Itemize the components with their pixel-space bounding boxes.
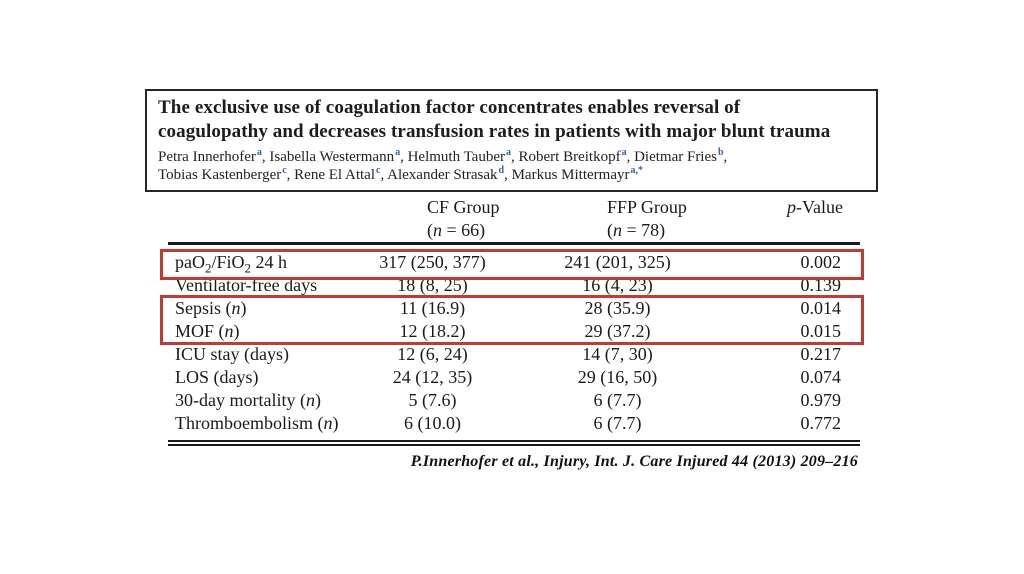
ffp-value: 16 (4, 23) (582, 275, 653, 295)
p-value: 0.217 (800, 344, 841, 364)
authors-line-1 (158, 149, 865, 167)
row-label: 30-day mortality (n) (175, 390, 321, 410)
paper-title (158, 96, 865, 144)
affiliation-superscript: a (395, 147, 401, 158)
affiliation-superscript: a,* (630, 164, 643, 176)
p-value: 0.002 (800, 252, 841, 272)
table-row-30-day-mortality (168, 389, 860, 412)
table-row-pao2-fio2 (168, 251, 860, 274)
ffp-value: 6 (7.7) (593, 390, 642, 410)
author (158, 149, 262, 165)
author (519, 149, 627, 165)
p-value: 0.979 (800, 390, 841, 410)
p-value: 0.772 (800, 413, 841, 433)
cf-group-n: (n = 66) (427, 220, 486, 240)
paper-title-line-1: The exclusive use of coagulation factor concentrates enables reversal of (158, 97, 741, 118)
affiliation-superscript: c (376, 164, 381, 176)
author-name: Helmuth Tauber (407, 149, 505, 165)
author-separator: , (723, 149, 728, 165)
author-separator: , (504, 166, 512, 183)
table-row-icu-stay (168, 343, 860, 366)
ffp-group-label: FFP Group (607, 197, 687, 217)
column-header-cf-group (427, 196, 500, 242)
cf-value: 12 (18.2) (399, 321, 466, 341)
author-list (158, 149, 865, 184)
author-name: Robert Breitkopf (518, 149, 621, 165)
ffp-group-n: (n = 78) (607, 220, 666, 240)
author-name: Rene El Attal (294, 166, 375, 183)
table-row-ventilator-free-days (168, 274, 860, 297)
author (387, 164, 505, 183)
row-label: MOF (n) (175, 321, 240, 341)
cf-value: 6 (10.0) (404, 413, 461, 433)
cf-value: 18 (8, 25) (397, 275, 468, 295)
author (294, 164, 381, 183)
author-separator: , (380, 166, 388, 183)
affiliation-superscript: c (282, 164, 287, 176)
p-value: 0.014 (800, 298, 841, 318)
table-row-mof (168, 320, 860, 343)
affiliation-superscript: b (717, 147, 724, 158)
ffp-value: 6 (7.7) (593, 413, 642, 433)
column-header-ffp-group (607, 196, 687, 242)
author (408, 149, 511, 165)
author (158, 164, 287, 183)
author-separator: , (261, 149, 270, 165)
affiliation-superscript: d (498, 164, 505, 176)
paper-title-box (145, 89, 878, 192)
citation: P.Innerhofer et al., Injury, Int. J. Care Injured 44 (2013) 209–216 (410, 453, 858, 470)
table-body (168, 245, 860, 435)
author-separator: , (626, 149, 635, 165)
affiliation-superscript: a (506, 147, 511, 158)
row-label: ICU stay (days) (175, 344, 289, 364)
cf-value: 24 (12, 35) (392, 367, 473, 387)
table-header-row (168, 196, 860, 242)
ffp-value: 14 (7, 30) (582, 344, 653, 364)
ffp-value: 28 (35.9) (584, 298, 651, 318)
p-value: 0.139 (800, 275, 841, 295)
row-label: Ventilator-free days (175, 275, 318, 295)
table-row-sepsis (168, 297, 860, 320)
p-value: 0.015 (800, 321, 841, 341)
table-bottom-double-rule (168, 440, 860, 446)
author (634, 149, 723, 165)
author-separator: , (400, 149, 408, 165)
author-name: Isabella Westermann (269, 149, 395, 165)
author-name: Markus Mittermayr (511, 166, 630, 183)
row-label: Thromboembolism (n) (175, 413, 339, 433)
cf-value: 12 (6, 24) (397, 344, 468, 364)
ffp-value: 29 (37.2) (584, 321, 651, 341)
cf-group-label: CF Group (427, 197, 500, 217)
cf-value: 5 (7.6) (408, 390, 457, 410)
table-row-thromboembolism (168, 412, 860, 435)
row-label: paO$_2$/FiO$_2$ 24 h (175, 252, 288, 276)
ffp-value: 29 (16, 50) (577, 367, 658, 387)
p-value: 0.074 (800, 367, 841, 387)
row-label: Sepsis (n) (175, 298, 247, 318)
cf-value: 11 (16.9) (399, 298, 466, 318)
affiliation-superscript: a (256, 147, 262, 158)
ffp-value: 241 (201, 325) (564, 252, 671, 272)
author (511, 164, 643, 183)
paper-title-line-2: coagulopathy and decreases transfusion rates in patients with major blunt trauma (158, 121, 831, 142)
column-header-p-value: p-Value (787, 197, 843, 217)
authors-line-2 (158, 164, 865, 185)
author-separator: , (511, 149, 519, 165)
affiliation-superscript: a (621, 147, 627, 158)
author (269, 149, 400, 165)
author-separator: , (286, 166, 295, 183)
table-row-los (168, 366, 860, 389)
results-table (168, 196, 860, 446)
cf-value: 317 (250, 377) (379, 252, 486, 272)
author-name: Petra Innerhofer (158, 149, 256, 165)
author-name: Alexander Strasak (387, 166, 498, 183)
row-label: LOS (days) (175, 367, 259, 387)
author-name: Dietmar Fries (634, 149, 717, 165)
author-name: Tobias Kastenberger (158, 166, 282, 183)
